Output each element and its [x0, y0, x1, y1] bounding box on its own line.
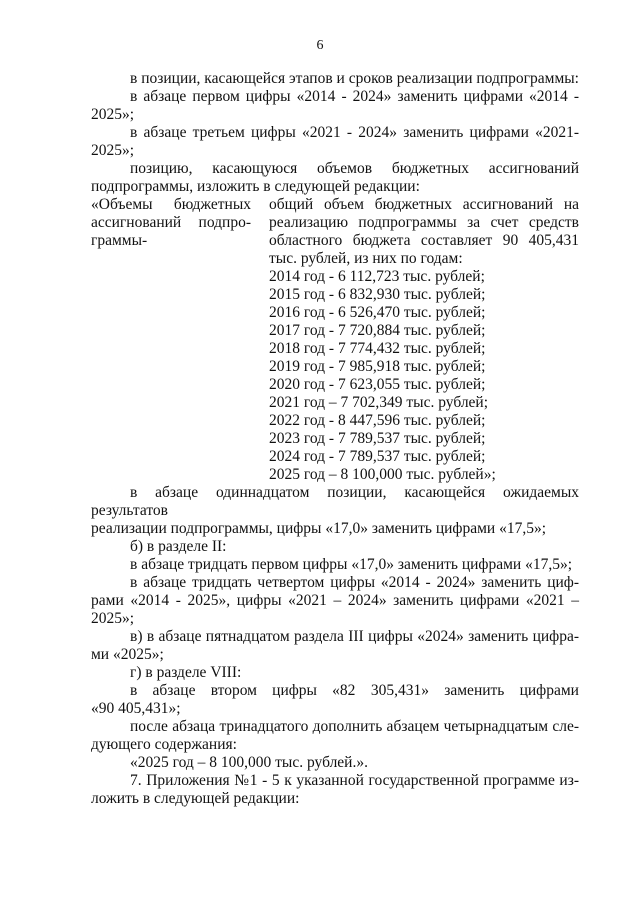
paragraph: в абзаце третьем цифры «2021 - 2024» заменить цифрами «2021-	[130, 124, 579, 141]
paragraph: 7. Приложения №1 - 5 к указанной государственной программе из-	[130, 772, 579, 789]
paragraph: ми «2025»;	[91, 646, 164, 663]
table-left-cell: «Объемы бюджетных ассигнований подпро- граммы-	[91, 196, 251, 249]
paragraph: 2025»;	[91, 610, 135, 627]
table-row: 2022 год - 8 447,596 тыс. рублей;	[269, 412, 486, 429]
paragraph: рами «2014 - 2025», цифры «2021 – 2024» заменить цифрами «2021 –	[91, 592, 579, 609]
paragraph: дующего содержания:	[91, 736, 237, 753]
paragraph: в абзаце тридцать первом цифры «17,0» заменить цифрами «17,5»;	[130, 556, 573, 573]
paragraph: «2025 год – 8 100,000 тыс. рублей.».	[130, 754, 368, 771]
paragraph: в абзаце тридцать четвертом цифры «2014 - 2024» заменить циф-	[130, 574, 579, 591]
table-row: 2014 год - 6 112,723 тыс. рублей;	[269, 268, 485, 285]
table-row: 2018 год - 7 774,432 тыс. рублей;	[269, 340, 486, 357]
paragraph: реализации подпрограммы, цифры «17,0» заменить цифрами «17,5»;	[91, 520, 547, 537]
paragraph: ложить в следующей редакции:	[91, 790, 300, 807]
paragraph: «90 405,431»;	[91, 700, 181, 717]
paragraph: 2025»;	[91, 142, 135, 159]
paragraph: в позиции, касающейся этапов и сроков реализации подпрограммы:	[130, 70, 579, 87]
budget-table	[91, 196, 579, 484]
paragraph: позицию, касающуюся объемов бюджетных ассигнований	[130, 160, 579, 177]
table-row: 2017 год - 7 720,884 тыс. рублей;	[269, 322, 486, 339]
table-row: 2023 год - 7 789,537 тыс. рублей;	[269, 430, 486, 447]
paragraph: в абзаце одиннадцатом позиции, касающейся ожидаемых результатов	[91, 484, 579, 519]
paragraph: г) в разделе VIII:	[130, 664, 242, 681]
table-row: 2020 год - 7 623,055 тыс. рублей;	[269, 376, 486, 393]
table-row: 2019 год - 7 985,918 тыс. рублей;	[269, 358, 486, 375]
table-row: 2015 год - 6 832,930 тыс. рублей;	[269, 286, 486, 303]
table-row: 2024 год - 7 789,537 тыс. рублей;	[269, 448, 486, 465]
table-row: 2021 год – 7 702,349 тыс. рублей;	[269, 394, 489, 411]
paragraph: б) в разделе II:	[130, 538, 227, 555]
table-row: 2016 год - 6 526,470 тыс. рублей;	[269, 304, 486, 321]
paragraph: в абзаце втором цифры «82 305,431» заменить цифрами	[130, 682, 579, 699]
table-right-cell: общий объем бюджетных ассигнований на реализацию подпрограммы за счет средств областного бюджета составляет 90 405,431 тыс. рублей, из них по годам: 2014 год - 6 112,723 тыс. рублей; 2015 год - 6 832,930 тыс. рублей; 2016 год - 6 526,470 тыс. рублей; 2017 год - 7 720,884 тыс. рублей; 2018 год - 7 774,432 тыс. рублей; 2019 год - 7 985,918 тыс. рублей; 2020 год - 7 623,055 тыс. рублей; 2021 год – 7 702,349 тыс. рублей; 2022 год - 8 447,596 тыс. рублей; 2023 год - 7 789,537 тыс. рублей; 2024 год - 7 789,537 тыс. рублей; 2025 год – 8 100,000 тыс. рублей»;	[269, 196, 579, 483]
paragraph: подпрограммы, изложить в следующей редакции:	[91, 178, 420, 195]
page-number: 6	[316, 38, 324, 53]
paragraph: в абзаце первом цифры «2014 - 2024» заменить цифрами «2014 -	[130, 88, 579, 105]
table-row: 2025 год – 8 100,000 тыс. рублей»;	[269, 466, 496, 483]
document-body	[91, 70, 579, 808]
paragraph: после абзаца тринадцатого дополнить абзацем четырнадцатым сле-	[130, 718, 579, 735]
paragraph: в) в абзаце пятнадцатом раздела III цифры «2024» заменить цифра-	[130, 628, 579, 645]
paragraph: 2025»;	[91, 106, 135, 123]
